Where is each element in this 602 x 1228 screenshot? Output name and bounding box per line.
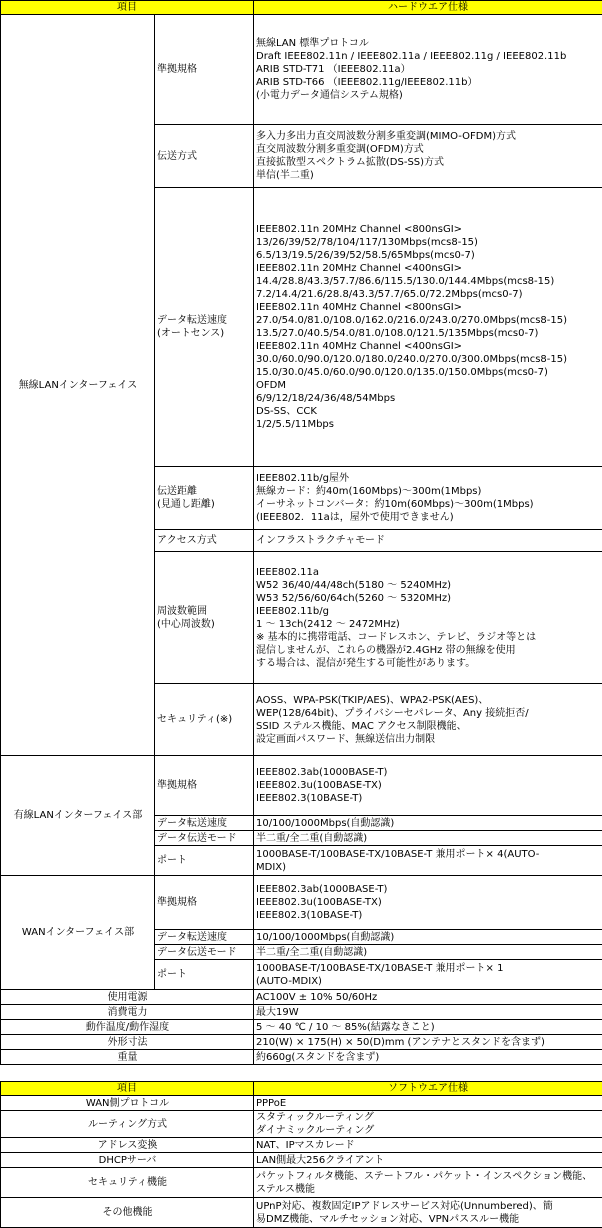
software-spec-table — [0, 1081, 602, 1228]
spec-value — [254, 846, 602, 876]
spec-value: 5 ～ 40 ℃ / 10 ～ 85%(結露なきこと) — [254, 1020, 602, 1035]
spec-value — [254, 1111, 602, 1138]
spec-value: 約660g(スタンドを含まず) — [254, 1050, 602, 1065]
spec-item-name: 伝送方式 — [155, 125, 254, 188]
spec-line: 6.5/13/19.5/26/39/52/58.5/65Mbps(mcs0-7) — [256, 249, 601, 262]
spec-line: OFDM — [256, 379, 601, 392]
general-spec-row — [1, 1050, 602, 1065]
spec-line: IEEE802.11n 40MHz Channel <800nsGI> — [256, 301, 601, 314]
spec-line: UPnP対応、複数固定IPアドレスサービス対応(Unnumbered)、簡 — [256, 1200, 601, 1213]
spec-line: 直交周波数分割多重変調(OFDM)方式 — [256, 143, 601, 156]
spec-item-name: セキュリティ(※) — [155, 684, 254, 756]
spec-value — [254, 684, 602, 756]
spec-value — [254, 930, 602, 945]
spec-line: ARIB STD-T66 （IEEE802.11g/IEEE802.11b） — [256, 76, 601, 89]
software-spec-row — [1, 1138, 602, 1153]
spec-line: 1/2/5.5/11Mbps — [256, 418, 601, 431]
spec-line: SSID ステルス機能、MAC アクセス制限機能、 — [256, 720, 601, 733]
wireless-lan-group-row — [1, 15, 602, 125]
wan-group-row — [1, 876, 602, 930]
wan-group-label: WANインターフェイス部 — [1, 876, 155, 990]
spec-item-name: 準拠規格 — [155, 15, 254, 125]
spec-line: 設定画面パスワード、無線送信出力制限 — [256, 733, 601, 746]
software-spec-header: ソフトウエア仕様 — [254, 1082, 602, 1096]
spec-line: 半二重/全二重(自動認識) — [256, 946, 601, 959]
spec-line: 10/100/1000Mbps(自動認識) — [256, 931, 601, 944]
spec-item-name: 伝送距離 (見通し距離) — [155, 467, 254, 530]
spec-line: IEEE802.3(10BASE-T) — [256, 909, 601, 922]
spec-line: 1 ～ 13ch(2412 ～ 2472MHz) — [256, 618, 601, 631]
spec-item-name: その他機能 — [1, 1198, 254, 1228]
spec-item-name: データ伝送モード — [155, 831, 254, 846]
spec-item-name: 外形寸法 — [1, 1035, 254, 1050]
spec-item-name: ルーティング方式 — [1, 1111, 254, 1138]
spec-line: 無線カード：約40m(160Mbps)～300m(1Mbps) — [256, 485, 601, 498]
spec-value — [254, 1168, 602, 1198]
spec-line: 無線LAN 標準プロトコル — [256, 37, 601, 50]
spec-value — [254, 960, 602, 990]
hardware-item-header: 項目 — [1, 1, 254, 15]
spec-line: Draft IEEE802.11n / IEEE802.11a / IEEE802.11g / IEEE802.11b — [256, 50, 601, 63]
spec-value — [254, 1096, 602, 1111]
spec-line: (IEEE802．11aは，屋外で使用できません) — [256, 511, 601, 524]
spec-line: NAT、IPマスカレード — [256, 1139, 601, 1152]
spec-value — [254, 756, 602, 816]
spec-line: IEEE802.11b/g — [256, 605, 601, 618]
spec-line: 直接拡散型スペクトラム拡散(DS-SS)方式 — [256, 156, 601, 169]
spec-line: 1000BASE-T/100BASE-TX/10BASE-T 兼用ポート× 4(AUTO- — [256, 848, 601, 861]
spec-line: (AUTO-MDIX) — [256, 975, 601, 988]
spec-line: ステルス機能 — [256, 1183, 601, 1196]
spec-item-name: 動作温度/動作湿度 — [1, 1020, 254, 1035]
spec-line: イーサネットコンバータ：約10m(60Mbps)～300m(1Mbps) — [256, 498, 601, 511]
spec-value — [254, 1153, 602, 1168]
spec-value: 最大19W — [254, 1005, 602, 1020]
table-gap — [0, 1065, 602, 1081]
spec-value — [254, 15, 602, 125]
spec-value — [254, 467, 602, 530]
spec-line: IEEE802.3ab(1000BASE-T) — [256, 766, 601, 779]
spec-line: 14.4/28.8/43.3/57.7/86.6/115.5/130.0/144.4Mbps(mcs8-15) — [256, 275, 601, 288]
spec-line: 半二重/全二重(自動認識) — [256, 832, 601, 845]
spec-value: AC100V ± 10% 50/60Hz — [254, 990, 602, 1005]
hardware-spec-header: ハードウエア仕様 — [254, 1, 602, 15]
spec-line: PPPoE — [256, 1097, 601, 1110]
spec-line: W53 52/56/60/64ch(5260 ～ 5320MHz) — [256, 592, 601, 605]
spec-line: する場合は、混信が発生する可能性があります。 — [256, 657, 601, 670]
hardware-header-row — [1, 1, 602, 15]
spec-line: 27.0/54.0/81.0/108.0/162.0/216.0/243.0/270.0Mbps(mcs8-15) — [256, 314, 601, 327]
spec-item-name: ポート — [155, 846, 254, 876]
spec-line: IEEE802.3ab(1000BASE-T) — [256, 883, 601, 896]
spec-line: IEEE802.3u(100BASE-TX) — [256, 779, 601, 792]
spec-item-name: 準拠規格 — [155, 756, 254, 816]
spec-line: IEEE802.11n 20MHz Channel <400nsGI> — [256, 262, 601, 275]
spec-line: 15.0/30.0/45.0/60.0/90.0/120.0/135.0/150.0Mbps(mcs0-7) — [256, 366, 601, 379]
spec-value — [254, 816, 602, 831]
spec-item-name: アクセス方式 — [155, 530, 254, 552]
spec-value — [254, 1138, 602, 1153]
spec-line: IEEE802.11b/g屋外 — [256, 472, 601, 485]
software-spec-row — [1, 1096, 602, 1111]
spec-line: AOSS、WPA-PSK(TKIP/AES)、WPA2-PSK(AES)、 — [256, 694, 601, 707]
wired-lan-group-label: 有線LANインターフェイス部 — [1, 756, 155, 876]
spec-item-name: 消費電力 — [1, 1005, 254, 1020]
spec-value — [254, 530, 602, 552]
spec-line: 6/9/12/18/24/36/48/54Mbps — [256, 392, 601, 405]
spec-value — [254, 552, 602, 684]
spec-value — [254, 188, 602, 467]
spec-item-name: アドレス変換 — [1, 1138, 254, 1153]
spec-value — [254, 125, 602, 188]
general-spec-row — [1, 1020, 602, 1035]
software-item-header: 項目 — [1, 1082, 254, 1096]
spec-item-name: DHCPサーバ — [1, 1153, 254, 1168]
spec-line: IEEE802.3(10BASE-T) — [256, 792, 601, 805]
spec-line: IEEE802.11a — [256, 566, 601, 579]
spec-item-name: データ転送速度 — [155, 816, 254, 831]
spec-line: MDIX) — [256, 861, 601, 874]
spec-item-name: 周波数範囲 (中心周波数) — [155, 552, 254, 684]
software-spec-row — [1, 1168, 602, 1198]
spec-item-name: データ転送速度 — [155, 930, 254, 945]
spec-line: IEEE802.11n 40MHz Channel <400nsGI> — [256, 340, 601, 353]
spec-line: 多入力多出力直交周波数分割多重変調(MIMO-OFDM)方式 — [256, 130, 601, 143]
spec-value: 210(W) × 175(H) × 50(D)mm (アンテナとスタンドを含まず) — [254, 1035, 602, 1050]
spec-line: スタティックルーティング — [256, 1111, 601, 1124]
spec-item-name: 準拠規格 — [155, 876, 254, 930]
spec-line: 30.0/60.0/90.0/120.0/180.0/240.0/270.0/300.0Mbps(mcs8-15) — [256, 353, 601, 366]
spec-line: インフラストラクチャモード — [256, 534, 601, 547]
software-spec-row — [1, 1153, 602, 1168]
spec-line: ARIB STD-T71 （IEEE802.11a） — [256, 63, 601, 76]
spec-value — [254, 876, 602, 930]
spec-value — [254, 945, 602, 960]
spec-line: 13.5/27.0/40.5/54.0/81.0/108.0/121.5/135Mbps(mcs0-7) — [256, 327, 601, 340]
spec-line: パケットフィルタ機能、ステートフル・パケット・インスペクション機能、 — [256, 1170, 601, 1183]
spec-line: 7.2/14.4/21.6/28.8/43.3/57.7/65.0/72.2Mbps(mcs0-7) — [256, 288, 601, 301]
spec-line: WEP(128/64bit)、プライバシーセパレータ、Any 接続拒否/ — [256, 707, 601, 720]
spec-line: 単信(半二重) — [256, 169, 601, 182]
spec-line: ※ 基本的に携帯電話、コードレスホン、テレビ、ラジオ等とは — [256, 631, 601, 644]
spec-line: 13/26/39/52/78/104/117/130Mbps(mcs8-15) — [256, 236, 601, 249]
spec-line: ダイナミックルーティング — [256, 1124, 601, 1137]
software-header-row — [1, 1082, 602, 1096]
spec-line: IEEE802.3u(100BASE-TX) — [256, 896, 601, 909]
spec-item-name: WAN側プロトコル — [1, 1096, 254, 1111]
spec-line: DS-SS、CCK — [256, 405, 601, 418]
spec-item-name: 使用電源 — [1, 990, 254, 1005]
spec-item-name: セキュリティ機能 — [1, 1168, 254, 1198]
general-spec-row — [1, 990, 602, 1005]
spec-line: LAN側最大256クライアント — [256, 1154, 601, 1167]
general-spec-row — [1, 1005, 602, 1020]
spec-item-name: ポート — [155, 960, 254, 990]
spec-line: (小電力データ通信システム規格) — [256, 89, 601, 102]
spec-value — [254, 831, 602, 846]
general-spec-row — [1, 1035, 602, 1050]
spec-item-name: データ伝送モード — [155, 945, 254, 960]
software-spec-row — [1, 1111, 602, 1138]
spec-line: 1000BASE-T/100BASE-TX/10BASE-T 兼用ポート× 1 — [256, 962, 601, 975]
spec-line: 混信しませんが、これらの機器が2.4GHz 帯の無線を使用 — [256, 644, 601, 657]
wired-lan-group-row — [1, 756, 602, 816]
spec-item-name: 重量 — [1, 1050, 254, 1065]
spec-item-name: データ転送速度 (オートセンス) — [155, 188, 254, 467]
spec-line: IEEE802.11n 20MHz Channel <800nsGI> — [256, 223, 601, 236]
spec-line: 易DMZ機能、マルチセッション対応、VPNパススルー機能 — [256, 1213, 601, 1226]
spec-line: W52 36/40/44/48ch(5180 ～ 5240MHz) — [256, 579, 601, 592]
wireless-lan-group-label: 無線LANインターフェイス — [1, 15, 155, 756]
spec-line: 10/100/1000Mbps(自動認識) — [256, 817, 601, 830]
